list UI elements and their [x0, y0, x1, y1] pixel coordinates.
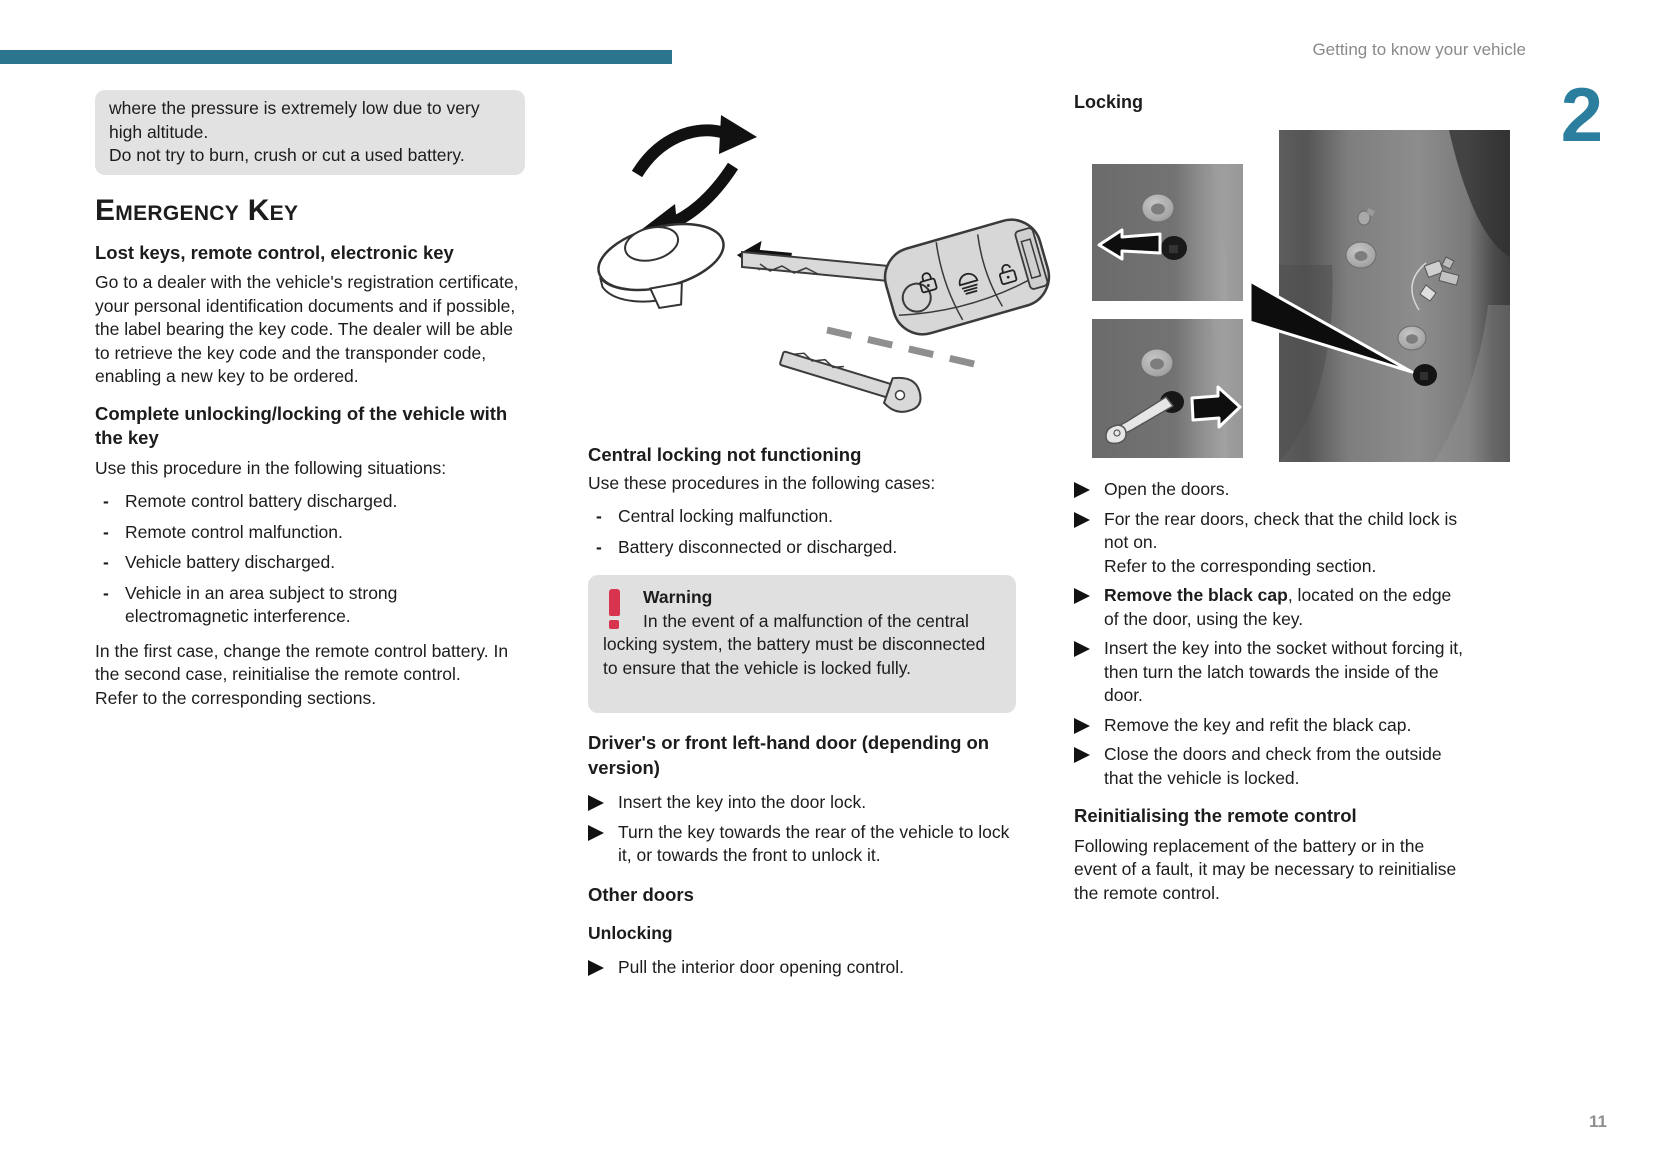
note-line: Do not try to burn, crush or cut a used battery.: [109, 145, 465, 165]
list-item: - Central locking malfunction.: [588, 505, 1016, 529]
right-triangle-bullet: [1074, 478, 1104, 502]
step-item: Insert the key into the door lock.: [588, 791, 1016, 815]
drivers-door-steps: [588, 791, 1016, 868]
dash-bullet: -: [596, 506, 602, 526]
right-triangle-bullet: [1074, 584, 1104, 631]
right-column: [1074, 478, 1466, 905]
key-cap-disc: [591, 211, 735, 322]
photo-remove-black-cap: [1092, 164, 1243, 301]
paragraph-lost-keys: Go to a dealer with the vehicle's registration certificate, your personal identification documents and if possible, the label bearing the key code. The dealer will be able to retrieve the key code and the transponder code, enabling a new key to be ordered.: [95, 272, 519, 386]
heading-unlocking: Unlocking: [588, 923, 673, 943]
heading-complete-unlocking: Complete unlocking/locking of the vehicle with the key: [95, 402, 508, 448]
right-triangle-bullet: [1074, 508, 1104, 579]
chapter-number: 2: [1560, 73, 1603, 158]
dash-bullet: -: [103, 552, 109, 572]
photo-key-in-socket: [1092, 319, 1243, 458]
step-item: Remove the black cap, located on the edge of the door, using the key.: [1074, 584, 1466, 631]
heading-reinitialising: Reinitialising the remote control: [1074, 805, 1357, 826]
step-item: Insert the key into the socket without forcing it, then turn the latch towards the inside of the door.: [1074, 637, 1466, 708]
emergency-key-illustration: [585, 112, 1060, 422]
heading-locking: Locking: [1074, 92, 1144, 112]
page-number: 11: [1589, 1112, 1607, 1131]
right-triangle-bullet: [1074, 743, 1104, 790]
photo-door-edge: [1279, 130, 1510, 462]
case-list: [588, 505, 1016, 559]
section-title-emergency-key: Emergency Key: [95, 193, 299, 227]
heading-other-doors: Other doors: [588, 883, 694, 905]
list-item: - Vehicle battery discharged.: [95, 551, 525, 575]
locking-steps: [1074, 478, 1466, 790]
warning-box: [588, 575, 1016, 713]
paragraph-reinitialising: Following replacement of the battery or in the event of a fault, it may be necessary to reinitialise the remote control.: [1074, 835, 1457, 903]
dash-bullet: -: [596, 536, 602, 557]
list-item: - Remote control battery discharged.: [95, 490, 525, 514]
right-triangle-bullet: [588, 791, 618, 815]
emergency-key-blade: [777, 342, 926, 417]
note-line: where the pressure is extremely low due to very high altitude.: [109, 98, 480, 142]
situation-list: [95, 490, 525, 629]
running-header: Getting to know your vehicle: [1312, 40, 1526, 59]
paragraph-outro: In the first case, change the remote control battery. In the second case, reinitialise the remote control. Refer to the corresponding sections.: [95, 640, 509, 708]
dashed-line: [827, 330, 987, 367]
list-item: - Battery disconnected or discharged.: [588, 536, 1016, 560]
accent-bar: [0, 50, 672, 64]
step-item: Remove the key and refit the black cap.: [1074, 714, 1466, 738]
list-item: - Vehicle in an area subject to strong electromagnetic interference.: [95, 582, 525, 629]
warning-body: In the event of a malfunction of the central locking system, the battery must be disconnected to ensure that the vehicle is locked fully.: [603, 610, 986, 678]
step-item: Open the doors.: [1074, 478, 1466, 502]
heading-lost-keys: Lost keys, remote control, electronic key: [95, 241, 454, 263]
right-triangle-bullet: [1074, 637, 1104, 708]
paragraph-intro: Use these procedures in the following cases:: [588, 472, 936, 493]
heading-drivers-door: Driver's or front left-hand door (depending on version): [588, 732, 990, 778]
exclamation-icon: [605, 589, 635, 629]
right-triangle-bullet: [1074, 714, 1104, 738]
right-triangle-bullet: [588, 821, 618, 868]
note-box: [95, 90, 525, 175]
dash-bullet: -: [103, 582, 109, 603]
heading-central-locking: Central locking not functioning: [588, 444, 862, 465]
step-item: Pull the interior door opening control.: [588, 956, 1016, 980]
door-lock-photos: [1074, 125, 1510, 465]
dash-bullet: -: [103, 491, 109, 511]
right-triangle-bullet: [588, 956, 618, 980]
step-item: Close the doors and check from the outside that the vehicle is locked.: [1074, 743, 1466, 790]
left-column: [95, 90, 525, 710]
step-item: Turn the key towards the rear of the vehicle to lock it, or towards the front to unlock it.: [588, 821, 1016, 868]
paragraph-intro: Use this procedure in the following situations:: [95, 457, 447, 478]
middle-column: [588, 443, 1016, 986]
list-item: - Remote control malfunction.: [95, 521, 525, 545]
dash-bullet: -: [103, 521, 109, 542]
unlocking-steps: [588, 956, 1016, 980]
remote-control-fob: [878, 213, 1056, 342]
step-item: For the rear doors, check that the child lock is not on. Refer to the corresponding section.: [1074, 508, 1466, 579]
warning-title: Warning: [643, 587, 713, 607]
